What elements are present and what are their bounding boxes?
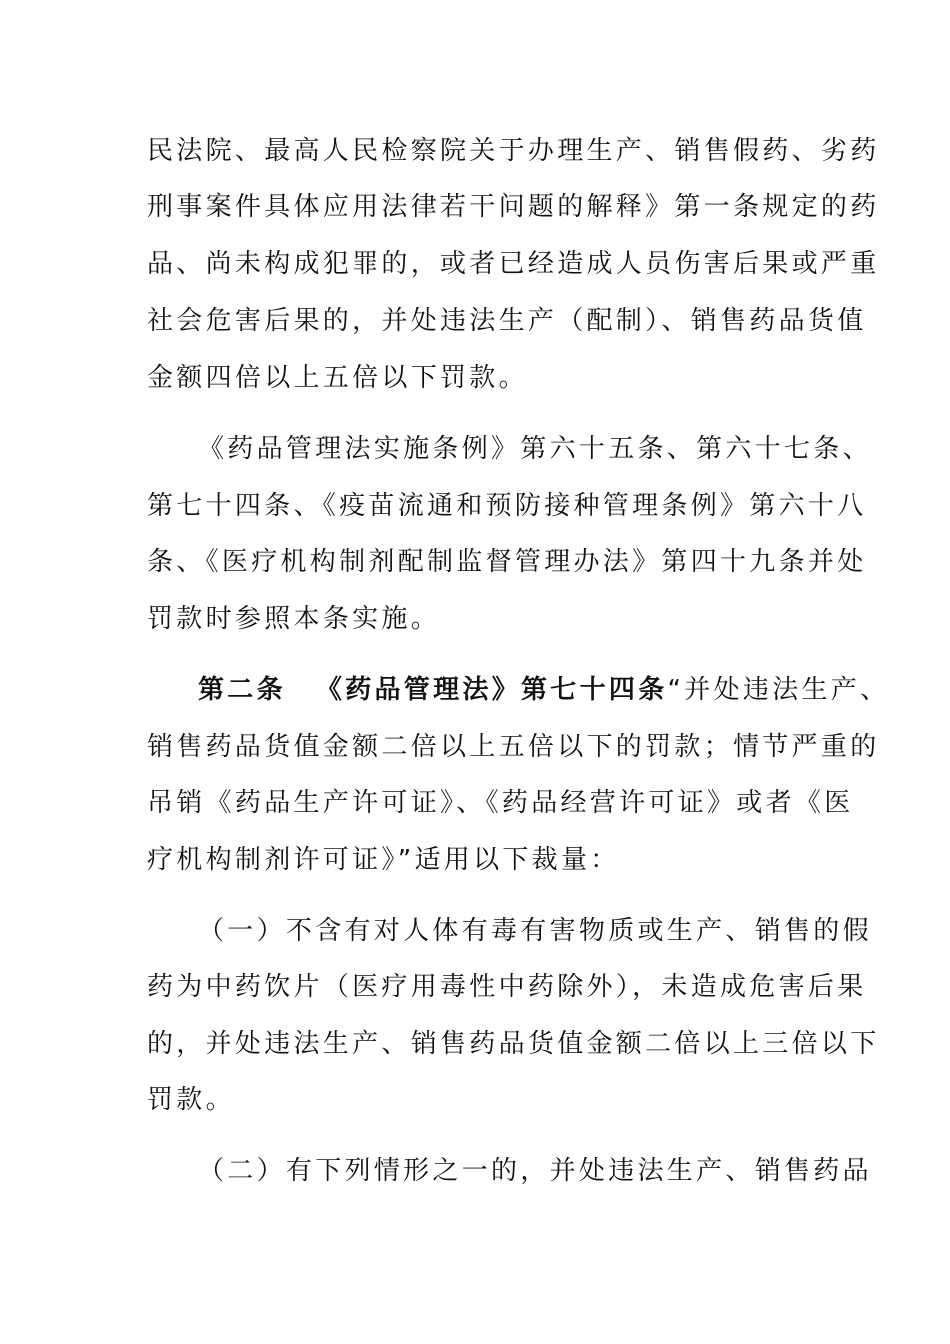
paragraph-1-line-5: 金额四倍以上五倍以下罚款。 (147, 363, 528, 393)
article-first-line-rest: “并处违法生产、 (667, 675, 890, 705)
paragraph-2-line-4: 罚款时参照本条实施。 (147, 604, 441, 634)
item-1-line-3: 的，并处违法生产、销售药品货值金额二倍以上三倍以下 (147, 1029, 880, 1059)
item-1-line-1: （一）不含有对人体有毒有害物质或生产、销售的假 (198, 916, 872, 946)
paragraph-2-line-2: 第七十四条、《疫苗流通和预防接种管理条例》第六十八 (147, 491, 867, 521)
paragraph-1-line-3: 品、尚未构成犯罪的，或者已经造成人员伤害后果或严重 (147, 249, 880, 279)
item-1-line-2: 药为中药饮片（医疗用毒性中药除外），未造成危害后果 (147, 972, 867, 1002)
paragraph-1-line-1: 民法院、最高人民检察院关于办理生产、销售假药、劣药 (147, 136, 880, 166)
article-subject: 《药品管理法》第七十四条 (315, 675, 668, 705)
item-2-line-1: （二）有下列情形之一的，并处违法生产、销售药品 (198, 1156, 872, 1186)
article-number: 第二条 (198, 675, 286, 705)
paragraph-1-line-2: 刑事案件具体应用法律若干问题的解释》第一条规定的药 (147, 192, 880, 222)
article-2-line-2: 销售药品货值金额二倍以上五倍以下的罚款；情节严重的 (147, 732, 880, 762)
article-2-line-3: 吊销《药品生产许可证》、《药品经营许可证》或者《医 (147, 788, 854, 818)
item-1-line-4: 罚款。 (147, 1085, 235, 1115)
article-2-line-1 (198, 674, 888, 706)
paragraph-2-line-3: 条、《医疗机构制剂配制监督管理办法》第四十九条并处 (147, 547, 867, 577)
paragraph-1-line-4: 社会危害后果的，并处违法生产（配制）、销售药品货值 (147, 306, 867, 336)
article-2-line-4: 疗机构制剂许可证》”适用以下裁量： (147, 845, 620, 875)
paragraph-2-line-1: 《药品管理法实施条例》第六十五条、第六十七条、 (198, 434, 872, 464)
